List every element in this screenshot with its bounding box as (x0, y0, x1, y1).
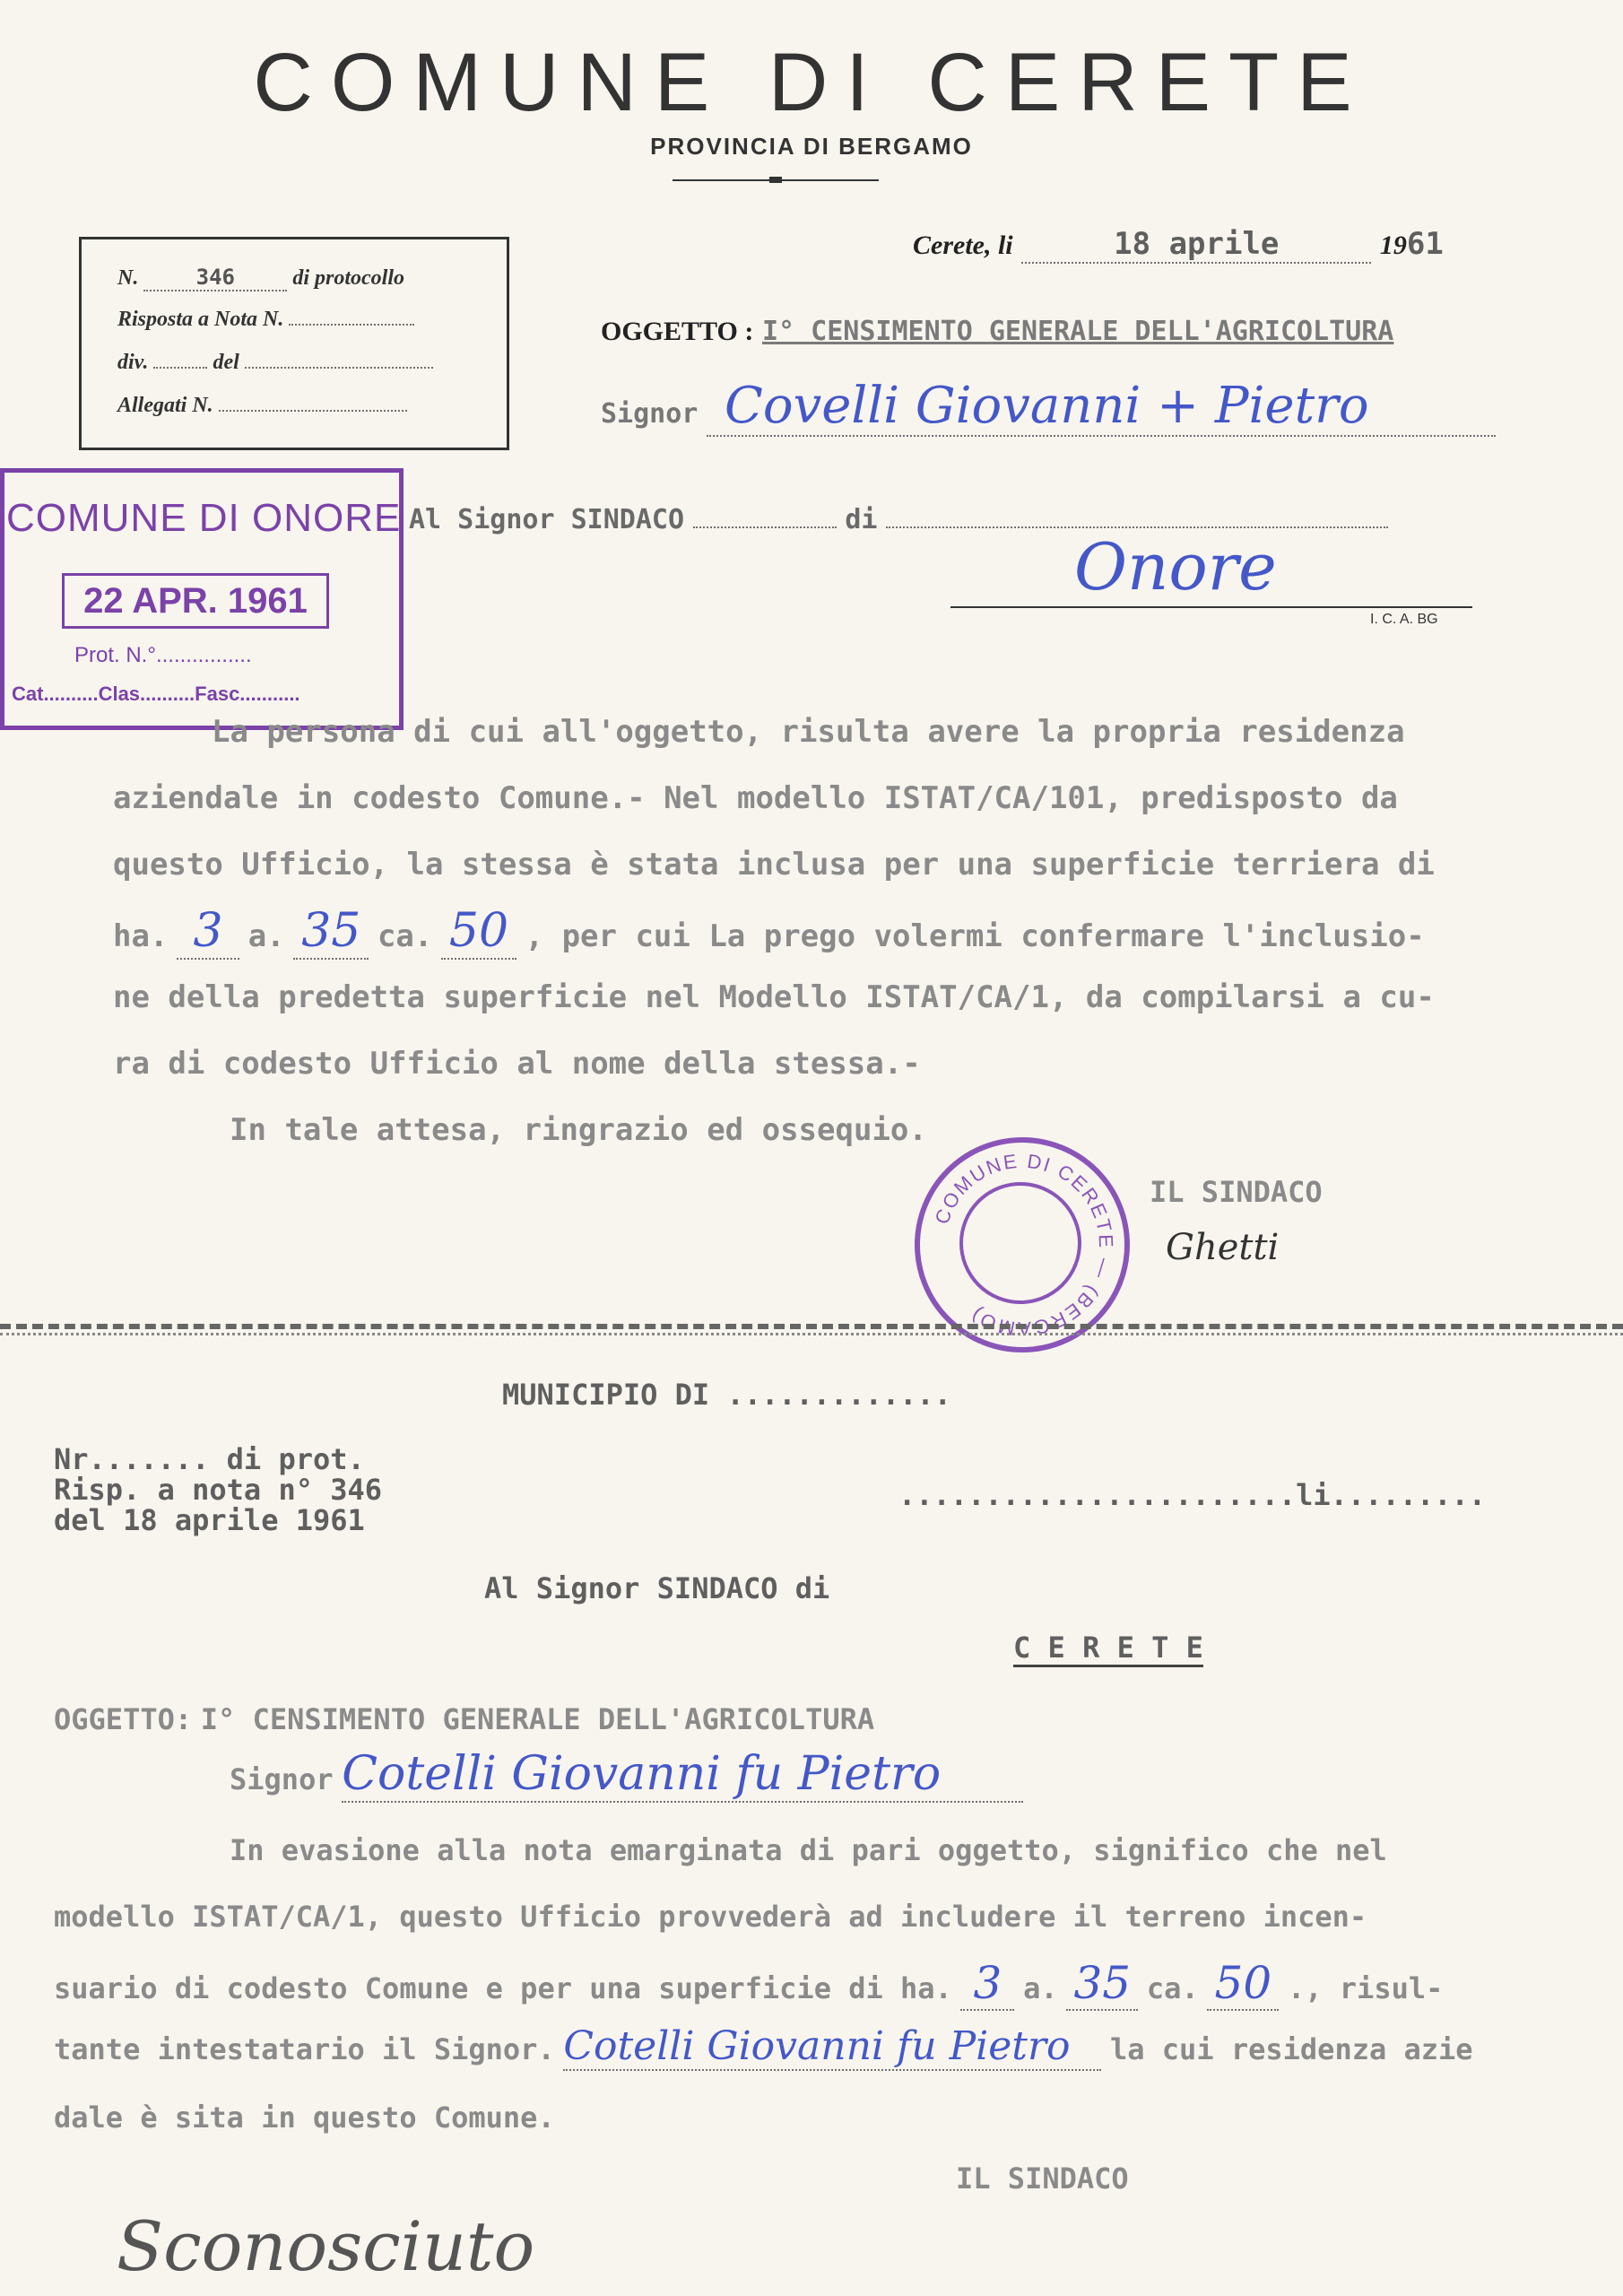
subject-label: OGGETTO : (601, 317, 754, 346)
reply-line-3 (54, 1957, 1443, 2011)
addressee-place: Onore (1074, 529, 1277, 604)
reply-a-value: 35 (1066, 1957, 1138, 2011)
protocol-allegati-dots (219, 410, 407, 412)
upper-ha-value: 3 (177, 904, 239, 960)
protocol-allegati-label: Allegati N. (117, 394, 213, 417)
tear-separator-dots (0, 1333, 1623, 1335)
reply-ca-value: 50 (1207, 1957, 1279, 2011)
letterhead-title: COMUNE DI CERETE (253, 37, 1370, 128)
subject-line (601, 316, 1393, 347)
reply-line-5: dale è sita in questo Comune. (54, 2100, 555, 2135)
protocol-row-risposta (117, 308, 414, 332)
upper-body-line-2: aziendale in codesto Comune.- Nel modello ISTAT/CA/101, predisposto da (113, 780, 1398, 816)
reply-line-3-suffix: ., risul- (1287, 1971, 1444, 2005)
subject-text: I° CENSIMENTO GENERALE DELL'AGRICOLTURA (761, 316, 1394, 347)
reply-line-4-suffix: la cui residenza azie (1109, 2032, 1473, 2066)
protocol-risposta-label: Risposta a Nota N. (117, 308, 284, 331)
subject-signor-line (601, 377, 1496, 437)
protocol-row-n (117, 265, 404, 291)
protocol-del-label: del (213, 351, 239, 374)
stamp-comune-onore (0, 468, 404, 730)
protocol-n-label: N. (117, 266, 139, 290)
tear-separator (0, 1324, 1623, 1329)
letterhead-subtitle: PROVINCIA DI BERGAMO (650, 133, 973, 160)
addressee-di: di (845, 504, 878, 535)
date-line (913, 226, 1444, 264)
protocol-n-value: 346 (143, 265, 287, 291)
reply-signor-line (230, 1747, 1023, 1803)
addressee-place-rule (950, 606, 1472, 608)
upper-sindaco-title: IL SINDACO (1150, 1175, 1323, 1209)
date-year-prefix: 19 (1379, 230, 1407, 260)
upper-line-4-suffix: , per cui La prego volermi confermare l'inclusio- (525, 918, 1425, 954)
reply-sindaco-title: IL SINDACO (956, 2161, 1129, 2196)
reply-handwritten-note: Sconosciuto (117, 2206, 535, 2286)
stamp-onore-prot: Prot. N.°................ (74, 643, 252, 667)
reply-oggetto-text: I° CENSIMENTO GENERALE DELL'AGRICOLTURA (200, 1702, 875, 1736)
letterhead-rule-mark (769, 177, 782, 183)
upper-body-line-6: ra di codesto Ufficio al nome della stessa.- (113, 1046, 921, 1082)
reply-line-2: modello ISTAT/CA/1, questo Ufficio provvederà ad includere il terreno incen- (54, 1900, 1367, 1934)
date-year-suffix: 61 (1406, 226, 1444, 262)
protocol-row-allegati (117, 394, 407, 418)
reply-ha-value: 3 (960, 1957, 1014, 2011)
reply-line-4 (54, 2023, 1473, 2071)
addressee-dots-2 (886, 526, 1388, 528)
protocol-box (79, 237, 509, 450)
reply-signor-name: Cotelli Giovanni fu Pietro (342, 1747, 1023, 1803)
reply-line-1: In evasione alla nota emarginata di pari oggetto, significo che nel (230, 1833, 1387, 1867)
stamp-comune-cerete (915, 1137, 1130, 1352)
reply-line-4-prefix: tante intestatario il Signor. (54, 2032, 555, 2066)
reply-ca-label: ca. (1146, 1971, 1199, 2005)
protocol-row-div (117, 351, 433, 375)
protocol-div-dots (153, 367, 207, 369)
upper-body-line-4 (113, 904, 1425, 960)
upper-sindaco-signature: Ghetti (1166, 1227, 1280, 1268)
stamp-onore-date: 22 APR. 1961 (62, 573, 329, 629)
reply-risp: Risp. a nota n° 346 (54, 1473, 383, 1507)
addressee-text: Al Signor SINDACO (409, 504, 685, 535)
reply-nr: Nr....... di prot. (54, 1442, 365, 1476)
stamp-cerete-text: COMUNE DI CERETE — (BERGAMO) (930, 1149, 1118, 1341)
reply-place: C E R E T E (1013, 1631, 1203, 1667)
upper-body-line-7: In tale attesa, ringrazio ed ossequio. (230, 1112, 927, 1148)
upper-a-label: a. (247, 918, 285, 954)
reply-del: del 18 aprile 1961 (54, 1503, 365, 1537)
reply-line-3-prefix: suario di codesto Comune e per una superficie di ha. (54, 1971, 952, 2005)
protocol-div-label: div. (117, 351, 149, 374)
stamp-onore-title: COMUNE DI ONORE (6, 496, 402, 540)
stamp-cerete-ring-text (920, 1143, 1124, 1347)
reply-al-signor: Al Signor SINDACO di (484, 1571, 830, 1605)
upper-ha-prefix: ha. (113, 918, 169, 954)
addressee-code: I. C. A. BG (1370, 612, 1438, 627)
upper-ca-value: 50 (441, 904, 516, 960)
reply-line-4-name: Cotelli Giovanni fu Pietro (563, 2023, 1101, 2071)
svg-text:COMUNE DI CERETE — (BERGAMO) (930, 1150, 1117, 1340)
protocol-del-dots (245, 367, 433, 369)
upper-ca-label: ca. (377, 918, 433, 954)
subject-signor-name: Covelli Giovanni + Pietro (707, 377, 1496, 437)
date-place: Cerete, li (913, 230, 1013, 260)
upper-body-line-3: questo Ufficio, la stessa è stata inclusa per una superficie terriera di (113, 847, 1435, 883)
addressee-dots-1 (693, 526, 837, 528)
upper-a-value: 35 (293, 904, 369, 960)
reply-date-dots: .......................li......... (898, 1478, 1487, 1512)
stamp-onore-cat: Cat..........Clas..........Fasc........... (12, 683, 300, 705)
protocol-risposta-dots (289, 324, 414, 326)
reply-oggetto-label: OGGETTO: (54, 1702, 193, 1736)
reply-municipio: MUNICIPIO DI ............. (502, 1378, 951, 1412)
reply-oggetto-line (54, 1702, 874, 1736)
subject-signor-label: Signor (601, 398, 699, 430)
upper-body-line-5: ne della predetta superficie nel Modello ISTAT/CA/1, da compilarsi a cu- (113, 979, 1435, 1015)
reply-a-label: a. (1023, 1971, 1058, 2005)
protocol-n-suffix: di protocollo (292, 266, 405, 290)
reply-signor-label: Signor (230, 1762, 334, 1796)
date-value: 18 aprile (1021, 226, 1371, 264)
upper-body-line-1: La persona di cui all'oggetto, risulta avere la propria residenza (212, 714, 1405, 750)
